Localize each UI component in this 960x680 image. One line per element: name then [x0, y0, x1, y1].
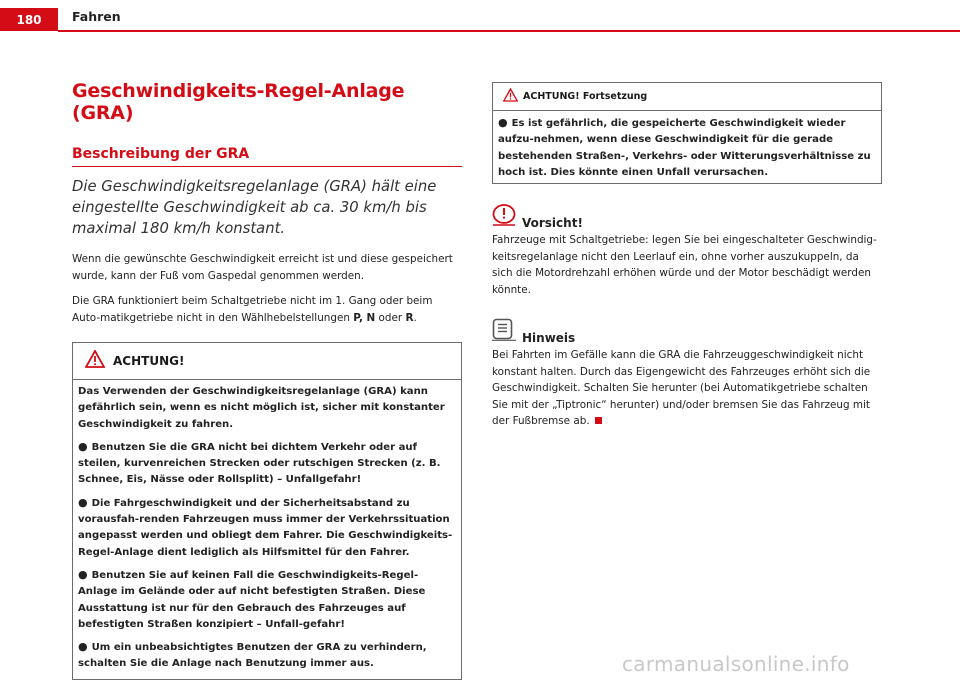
paragraph-2-end: . — [413, 311, 417, 324]
caution-header — [492, 204, 882, 230]
section-title: Fahren — [72, 9, 121, 24]
note-section — [492, 318, 882, 430]
note-document-icon — [492, 318, 516, 345]
warning-header — [73, 343, 461, 380]
warning-continued-box — [492, 82, 882, 184]
bullet-icon: ● — [78, 439, 88, 453]
watermark: carmanualsonline.info — [622, 652, 850, 676]
paragraph-2-mid: oder — [375, 311, 406, 324]
warning-item-text: Benutzen Sie auf keinen Fall die Geschwindigkeits-Regel-Anlage im Gelände oder auf nicht befestigten Straßen. Diese Ausstattung ist nur für den Gebrauch des Fahrzeuges auf befestigten Straßen konzipiert – Unfall-gefahr! — [78, 569, 426, 630]
page-number: 180 — [0, 8, 58, 31]
note-text-content: Bei Fahrten im Gefälle kann die GRA die Fahrzeuggeschwindigkeit nicht konstant halten. Durch das Eigengewicht des Fahrzeuges erhöht sich die Geschwindigkeit. Schalten Sie herunter (bei Automatikgetriebe schalten Sie mit der „Tiptronic“ herunter) und/oder bremsen Sie das Fahrzeug mit der Fußbremse ab. — [492, 349, 871, 428]
warning-item — [78, 639, 457, 673]
page-header — [0, 0, 960, 32]
bullet-icon: ● — [498, 116, 508, 129]
bullet-icon: ● — [78, 495, 88, 509]
bullet-icon: ● — [78, 567, 88, 581]
subtitle-block — [72, 146, 462, 167]
header-rule — [58, 30, 960, 32]
warning-lead: Das Verwenden der Geschwindigkeitsregelanlage (GRA) kann gefährlich sein, wenn es nicht möglich ist, sicher mit konstanter Geschwindigkeit zu fahren. — [78, 386, 445, 430]
warning-triangle-icon — [503, 87, 518, 106]
warning-box — [72, 342, 462, 680]
left-column — [72, 80, 462, 680]
end-marker-icon — [595, 417, 602, 424]
paragraph-1: Wenn die gewünschte Geschwindigkeit erreicht ist und diese gespeichert wurde, kann der Fuß vom Gaspedal genommen werden. — [72, 253, 453, 282]
paragraph-2-start: Die GRA funktioniert beim Schaltgetriebe nicht im 1. Gang oder beim Auto-matikgetriebe nicht in den Wählhebelstellungen — [72, 295, 433, 324]
intro-text: Die Geschwindigkeitsregelanlage (GRA) hält eine eingestellte Geschwindigkeit ab ca. 30 km/h bis maximal 180 km/h konstant. — [72, 178, 437, 237]
warning-item-text: Die Fahrgeschwindigkeit und der Sicherheitsabstand zu vorausfah-renden Fahrzeugen muss immer der Verkehrssituation angepasst werden und obliegt dem Fahrer. Die Geschwindigkeits-Regel-Anlage dient lediglich als Hilfsmittel für den Fahrer. — [78, 497, 453, 558]
warning-item — [78, 567, 457, 633]
caution-text: Fahrzeuge mit Schaltgetriebe: legen Sie bei eingeschalteter Geschwindig-keitsregelanlage nicht den Leerlauf ein, ohne vorher auszukuppeln, da sich die Motordrehzahl erhöhen würde und der Motor beschädigt werden könnte. — [492, 234, 877, 296]
right-column — [492, 82, 882, 430]
subtitle-rule — [72, 166, 462, 167]
caution-section — [492, 204, 882, 298]
warning-body — [73, 380, 461, 679]
warning-item — [78, 495, 457, 561]
warning-item — [498, 115, 877, 181]
gear-positions: P, N — [353, 311, 376, 324]
note-label: Hinweis — [522, 331, 576, 346]
warning-continued-header — [493, 83, 881, 111]
page-title: Geschwindigkeits-Regel-Anlage (GRA) — [72, 80, 405, 124]
caution-label: Vorsicht! — [522, 216, 583, 231]
note-header — [492, 318, 882, 345]
warning-item-text: Um ein unbeabsichtigtes Benutzen der GRA zu verhindern, schalten Sie die Anlage nach Benutzung immer aus. — [78, 642, 427, 670]
paragraph-2 — [72, 293, 462, 326]
warning-triangle-icon — [85, 350, 105, 372]
gear-position-r: R — [405, 311, 414, 324]
bullet-icon: ● — [78, 640, 88, 654]
caution-exclamation-icon — [492, 204, 516, 230]
warning-item — [78, 439, 457, 489]
warning-item-text: Benutzen Sie die GRA nicht bei dichtem Verkehr oder auf steilen, kurvenreichen Strecken oder rutschigen Strecken (z. B. Schnee, Eis, Nässe oder Rollsplitt) – Unfallgefahr! — [78, 441, 441, 486]
warning-label: ACHTUNG! — [113, 354, 185, 368]
section-subtitle: Beschreibung der GRA — [72, 146, 250, 162]
warning-item-text: Es ist gefährlich, die gespeicherte Geschwindigkeit wieder aufzu-nehmen, wenn diese Geschwindigkeit für die gerade bestehenden Straßen-, Verkehrs- oder Witterungsverhältnisse zu hoch ist. Dies könnte einen Unfall verursachen. — [498, 118, 871, 178]
warning-continued-label: ACHTUNG! Fortsetzung — [523, 91, 648, 102]
warning-continued-body — [493, 111, 881, 183]
note-text — [492, 347, 882, 430]
